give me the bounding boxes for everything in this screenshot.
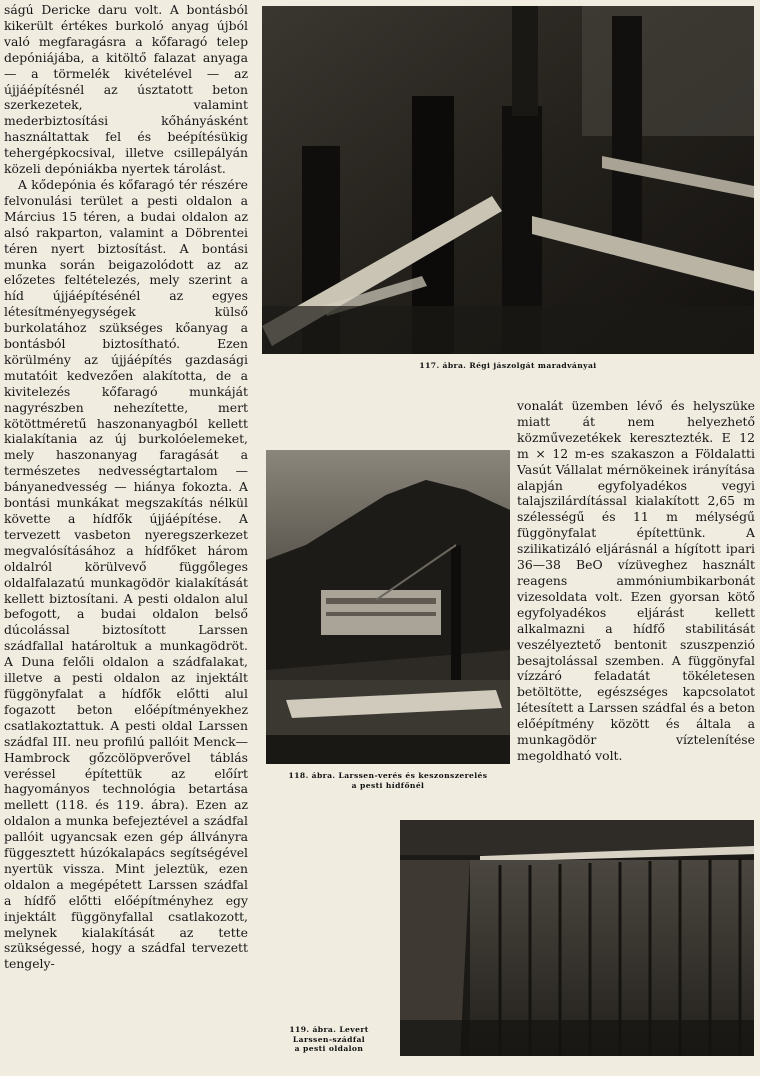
figure-117-photo [262,6,754,354]
figure-119-caption-line3: a pesti oldalon [294,1044,364,1053]
paragraph-2: A kődepónia és kőfaragó tér részére felvonulási terület a pesti oldalon a Március 15 téren, a budai oldalon az alsó rakparton, valamint a Döbrentei téren nyert biztosítást. A bontási munka során beigazolódott az az előzetes feltételezés, mely szerint a híd újjáépítésénél az egyes létesítményegységek külső burkolatához szükséges kőanyag a bontásból biztosítható. Ezen körülmény az újjáépítés gazdasági mutatóit kedvezően alakította, de a kivitelezés kőfaragó munkáját nagyrészben nehezítette, mert kötöttméretű haszonanyagból kellett kialakítania az új burkolóelemeket, mely haszonanyag faragását a természetes nedvességtartalom — bányanedvesség — hiánya fokozta. A bontási munkákat megszakítás nélkül követte a hídfők újjáépítése. A tervezett vasbeton nyeregszerkezet megvalósításához a hídfőket három oldalról körülvevő függőleges oldalfalazatú munkagödör kialakítását kellett biztosítani. A pesti oldalon alul befogott, a budai oldalon belső dúcolással biztosított Larssen szádfallal határoltuk a munkagödröt. A Duna felőli oldalon a szádfalakat, illetve a pesti oldalon az injektált függönyfalat a hídfők előtti alul fogazott beton előépítményekhez csatlakoztattuk. A pesti oldal Larssen szádfal III. neu profilú pallóit Menck—Hambrock gőzcölöpverővel táblás veréssel építettük az előírt hagyományos technológia betartása mellett (118. és 119. ábra). Ezen az oldalon a munka befejeztével a szádfal pallóit ugyancsak ezen gép állványra függesztett húzókalapács segítségével nyertük vissza. Mint jeleztük, ezen oldalon a megépétett Larssen szádfal a hídfő előtti előépítményhez egy injektált függönyfallal csatlakozott, melynek kialakítását az tette szükségessé, hogy a szádfal tervezett tengely- [4,176,248,972]
figure-119-photo [400,820,754,1056]
figure-118-photo [266,450,510,764]
figure-118-caption-line2: a pesti hídfőnél [351,780,425,790]
left-text-column [4,2,248,972]
figure-119-caption [262,1025,396,1054]
figure-119-caption-line1: 119. ábra. Levert [289,1025,369,1034]
paragraph-3: vonalát üzemben lévő és helyszüke miatt át nem helyezhető közművezetékek keresztezték. E 12 m × 12 m-es szakaszon a Földalatti Vasút Vállalat mérnökeinek irányítása alapján egyfolyadékos vegyi talajszilárdítással kialakított 2,65 m szélességű és 11 m mélységű függönyfalat építettünk. A szilikatizáló eljárásnál a hígított ipari 36—38 BeO vízüveghez használt reagens ammóniumbikarbonát vizesoldata volt. Ezen gyorsan kötő egyfolyadékos eljárást kellett alkalmazni a hídfő stabilitását veszélyeztető bentonit szuszpenzió besajtolással szemben. A függönyfal vízzáró feladatát tökéletesen betöltötte, egészséges kapcsolatot létesített a Larssen szádfal és a beton előépítmény között és általa a munkagödör víztelenítése megoldható volt. [517,398,755,763]
figure-118-caption-line1: 118. ábra. Larssen-verés és keszonszerelés [288,771,488,780]
right-text-column [517,398,755,764]
paragraph-1: ságú Dericke daru volt. A bontásból kikerült értékes burkoló anyag újból való megfaragásra a kőfaragó telep depóniájába, a kitöltő falazat anyaga — a törmelék kivételével — az újjáépítésnél az úsztatott beton szerkezetek, valamint mederbiztosítási kőhányásként használtattak fel és beépítésükig tehergépkocsival, illetve csillepályán közeli depóniákba nyertek tárolást. [4,2,248,177]
figure-117-caption: 117. ábra. Régi jászolgát maradványai [419,361,597,370]
figure-119-caption-line2: Larssen-szádfal [292,1034,366,1044]
figure-118-caption [266,771,510,790]
